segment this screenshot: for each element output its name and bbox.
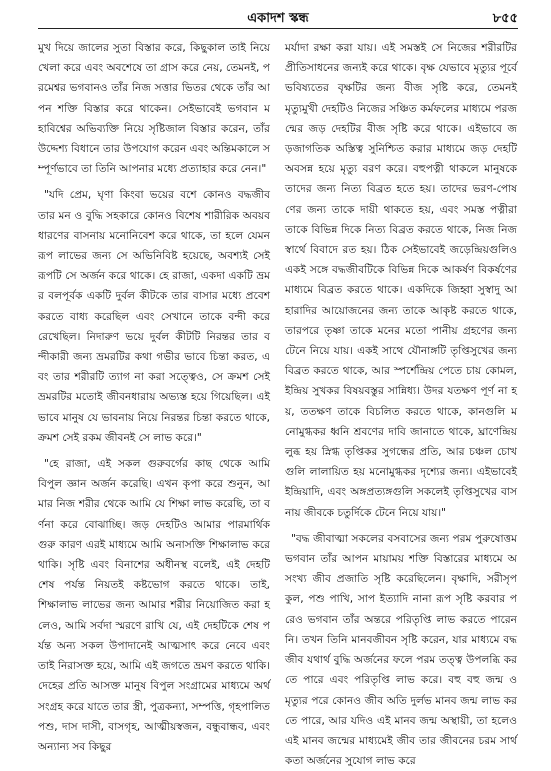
- left-column: [38, 38, 270, 753]
- paragraph: "বদ্ধ জীবাত্মা সকলের বসবাসের জন্য পরম পুরুষোত্তম ভগবান তাঁর আপন মায়াময় শক্তি বিস্তারের মাধ্যমে অসংখ্য জীব প্রজাতি সৃষ্টি করেছিলেন। বৃক্ষাদি, সরীসৃপকুল, পশু পাখি, সাপ ইত্যাদি নানা রূপ সৃষ্টি করবার পরেও ভগবান তাঁর অন্তরে পরিতৃপ্তি লাভ করতে পারেননি। তখন তিনি মানবজীবন সৃষ্টি করেন, যার মাধ্যমে বদ্ধজীব যথার্থ বুদ্ধি অর্জনের ফলে পরম তত্ত্ব উপলব্ধি করতে পারে এবং পরিতৃপ্তি লাভ করে। বহু বহু জন্ম ও মৃত্যুর পরে কোনও জীব অতি দুর্লভ মানব জন্ম লাভ করতে পারে, আর যদিও এই মানব জন্ম অস্থায়ী, তা হলেও এই মানব জন্মের মাধ্যমেই জীব তার জীবনের চরম সার্থকতা অর্জনের সুযোগ লাভ করে: [285, 532, 517, 768]
- right-column: [285, 38, 517, 768]
- page-header: [38, 8, 518, 29]
- running-title: একাদশ স্কন্ধ: [247, 11, 309, 26]
- paragraph: মর্যাদা রক্ষা করা যায়। এই সমস্তই সে নিজের শরীরটির প্রীতিসাধনের জন্যই করে থাকে। বৃক্ষ যেভাবে মৃত্যুর পূর্বে ভবিষ্যতের বৃক্ষটির জন্য বীজ সৃষ্টি করে, তেমনই মৃত্যুমুখী দেহটিও নিজের সঞ্চিত কর্মফলের মাধ্যমে পরজন্মের জড় দেহটির বীজ সৃষ্টি করে থাকে। এইভাবে জড়জাগতিক অস্তিত্ব সুনিশ্চিত করার মাধ্যমে জড় দেহটি অবসন্ন হয়ে মৃত্যু বরণ করে। বহুপত্নী থাকলে মানুষকে তাদের জন্য নিত্য বিব্রত হতে হয়। তাদের ভরণ-পোষণের জন্য তাকে দায়ী থাকতে হয়, এবং সমস্ত পত্নীরা তাকে বিভিন্ন দিকে নিত্য বিব্রত করতে থাকে, নিজ নিজ স্বার্থে বিবাদে রত হয়। ঠিক সেইভাবেই জড়েন্দ্রিয়গুলিও একই সঙ্গে বদ্ধজীবটিকে বিভিন্ন দিকে আকর্ষণ বিকর্ষণের মাধ্যমে বিব্রত করতে থাকে। একদিকে জিহ্বা সুস্বাদু আহারাদির আয়োজনের জন্য তাকে আকৃষ্ট করতে থাকে, তারপরে তৃষ্ণা তাকে মনের মতো পানীয় গ্রহণের জন্য টেনে নিয়ে যায়। একই সাথে যৌনাঙ্গটি তৃপ্তিসুখের জন্য বিব্রত করতে থাকে, আর স্পর্শেন্দ্রিয় পেতে চায় কোমল, ইন্দ্রিয় সুখকর বিষয়বস্তুর সান্নিধ্য। উদর যতক্ষণ পূর্ণ না হয়, ততক্ষণ তাকে বিচলিত করতে থাকে, কানগুলি মনোমুগ্ধকর ধ্বনি শ্রবণের দাবি জানাতে থাকে, ঘ্রাণেন্দ্রিয় লুব্ধ হয় স্নিগ্ধ তৃপ্তিকর সুগন্ধের প্রতি, আর চঞ্চল চোখগুলি লালায়িত হয় মনোমুগ্ধকর দৃশ্যের জন্য। এইভাবেই ইন্দ্রিয়াদি, এবং অঙ্গপ্রত্যঙ্গগুলি সকলেই তৃপ্তিসুখের বাসনায় জীবকে চতুর্দিকে টেনে নিয়ে যায়।": [285, 42, 517, 519]
- page-number: ৮৫৫: [492, 11, 518, 26]
- paragraph: "যদি প্রেম, ঘৃণা কিংবা ভয়ের বশে কোনও বদ্ধজীব তার মন ও বুদ্ধি সহকারে কোনও বিশেষ শারীরিক অবয়ব ধারণের বাসনায় মনোনিবেশ করে থাকে, তা হলে যেমন রূপ লাভের জন্য সে অভিনিবিষ্ট হয়েছে, অবশ্যই সেই রূপটি সে অর্জন করে থাকে। হে রাজা, একদা একটি ভ্রমর বলপূর্বক একটি দুর্বল কীটকে তার বাসার মধ্যে প্রবেশ করতে বাধ্য করেছিল এবং সেখানে তাকে বন্দী করে রেখেছিল। নিদারুণ ভয়ে দুর্বল কীটটি নিরন্তর তার বন্দীকারী জন্য ভ্রমরটির কথা গভীর ভাবে চিন্তা করত, এবং তার শরীরটি ত্যাগ না করা সত্ত্বেও, সে ক্রমশ সেই ভ্রমরটির মতোই জীবনধারায় অভ্যস্ত হয়ে গিয়েছিল। এইভাবে মানুষ যে ভাবনায় নিয়ে নিরন্তর চিন্তা করতে থাকে, ক্রমশ সেই রকম জীবনই সে লাভ করে।": [38, 189, 270, 444]
- paragraph: মুখ দিয়ে জালের সুতা বিস্তার করে, কিছুকাল তাই নিয়ে খেলা করে এবং অবশেষে তা গ্রাস করে নেয়, তেমনই, পরমেশ্বর ভগবানও তাঁর নিজ সত্তার ভিতর থেকে তাঁর আপন শক্তি বিস্তার করে থাকেন। সেইভাবেই ভগবান মহাবিশ্বের অভিব্যক্তি নিয়ে সৃষ্টিজাল বিস্তার করেন, তাঁর উদ্দেশ্য বিধানে তার উপযোগ করেন এবং অন্তিমকালে সম্পূর্ণভাবে তা তিনি আপনার মধ্যে প্রত্যাহার করে নেন।": [38, 42, 270, 176]
- paragraph: "হে রাজা, এই সকল গুরুবর্গের কাছ থেকে আমি বিপুল জ্ঞান অর্জন করেছি। এখন কৃপা করে শুনুন, আমার নিজ শরীর থেকে আমি যে শিক্ষা লাভ করেছি, তা বর্ণনা করে বোঝাচ্ছি। জড় দেহটিও আমার পারমার্থিক গুরু কারণ এরই মাধ্যমে আমি অনাসক্তি শিক্ষালাভ করে থাকি। সৃষ্টি এবং বিনাশের অধীনস্থ বলেই, এই দেহটি শেষ পর্যন্ত নিয়তই কষ্টভোগ করতে থাকে। তাই, শিক্ষালাভ লাভের জন্য আমার শরীর নিয়োজিত করা হলেও, আমি সর্বদা স্মরণে রাখি যে, এই দেহটিকে শেষ পর্যন্ত অন্য সকল উপাদানেই আত্মসাৎ করে নেবে এবং তাই নিরাসক্ত হয়ে, আমি এই জগতে ভ্রমণ করতে থাকি। দেহের প্রতি আসক্ত মানুষ বিপুল সংগ্রামের মাধ্যমে অর্থ সংগ্রহ করে যাতে তার স্ত্রী, পুত্রকন্যা, সম্পত্তি, গৃহপালিত পশু, দাস দাসী, বাসগৃহ, আত্মীয়স্বজন, বন্ধুবান্ধব, এবং অন্যান্য সব কিছুর: [38, 458, 270, 753]
